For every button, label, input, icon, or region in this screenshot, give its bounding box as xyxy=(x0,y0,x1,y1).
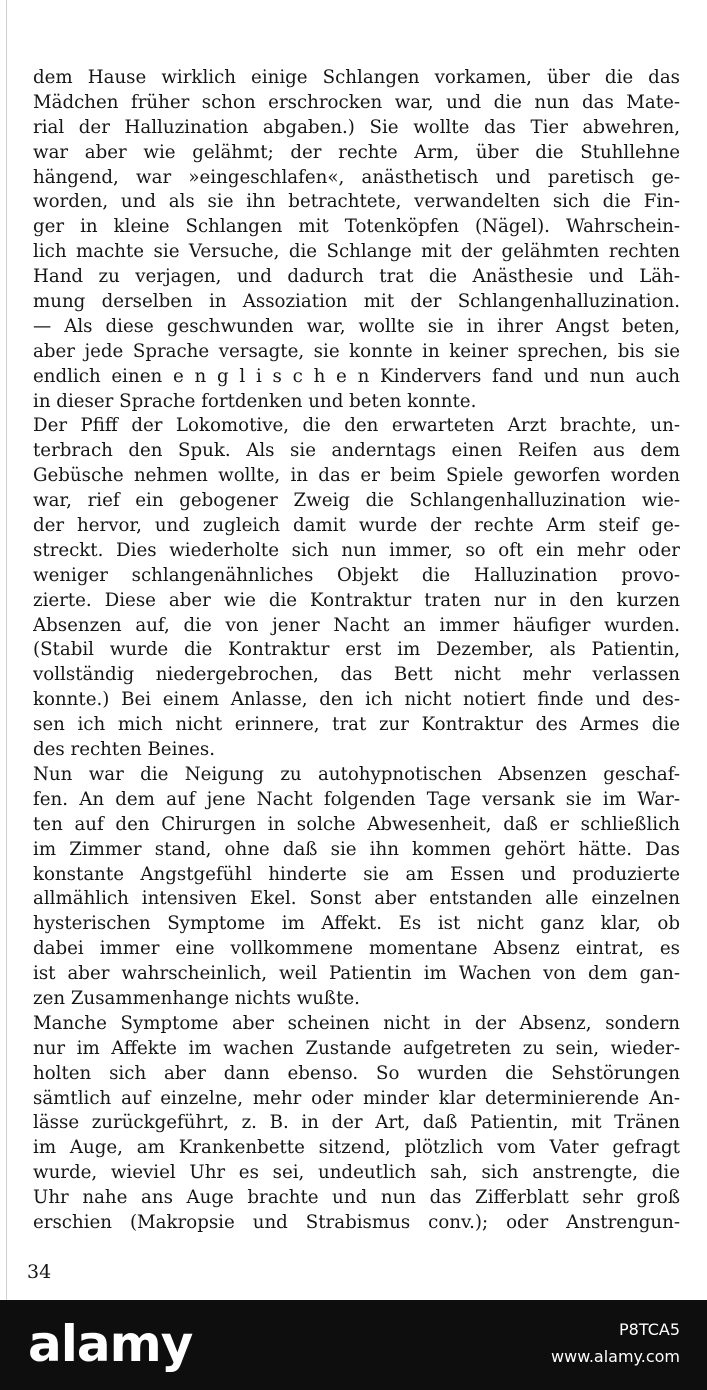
text-line: worden, und als sie ihn betrachtete, verwandelten sich die Fin- xyxy=(33,191,680,213)
text-line: nur im Affekte im wachen Zustande aufgetreten zu sein, wieder- xyxy=(33,1037,680,1059)
text-line: fen. An dem auf jene Nacht folgenden Tage versank sie im War- xyxy=(33,788,680,810)
text-line: Absenzen auf, die von jener Nacht an immer häufiger wurden. xyxy=(33,614,680,636)
text-line: dem Hause wirklich einige Schlangen vorkamen, über die das xyxy=(33,67,680,88)
text-line: mung derselben in Assoziation mit der Schlangenhalluzination. xyxy=(33,291,680,313)
text-line: Hand zu verjagen, und dadurch trat die Anästhesie und Läh- xyxy=(33,266,680,288)
text-line: weniger schlangenähnliches Objekt die Halluzination provo- xyxy=(33,564,680,586)
text-line: hysterischen Symptome im Affekt. Es ist nicht ganz klar, ob xyxy=(33,913,680,935)
text-line: streckt. Dies wiederholte sich nun immer, so oft ein mehr oder xyxy=(33,539,680,561)
text-line: ger in kleine Schlangen mit Totenköpfen (Nägel). Wahrschein- xyxy=(33,216,680,238)
site-url: www.alamy.com xyxy=(551,1347,680,1366)
text-line: Uhr nahe ans Auge brachte und nun das Zifferblatt sehr groß xyxy=(33,1187,680,1209)
page-edge-line xyxy=(6,0,7,1300)
text-line: rial der Halluzination abgaben.) Sie wollte das Tier abwehren, xyxy=(33,116,680,138)
text-line: des rechten Beines. xyxy=(33,739,215,761)
text-line: dabei immer eine vollkommene momentane Absenz eintrat, es xyxy=(33,938,680,960)
text-line: zen Zusammenhange nichts wußte. xyxy=(33,987,360,1009)
logo-text: alamy xyxy=(28,1315,193,1373)
image-id: P8TCA5 xyxy=(619,1320,680,1339)
text-line: (Stabil wurde die Kontraktur erst im Dezember, als Patientin, xyxy=(33,639,680,661)
text-line: sämtlich auf einzelne, mehr oder minder klar determinierende An- xyxy=(33,1087,680,1109)
text-line: erschien (Makropsie und Strabismus conv.); oder Anstrengun- xyxy=(33,1211,680,1233)
text-line: in dieser Sprache fortdenken und beten konnte. xyxy=(33,390,477,412)
text-line: konnte.) Bei einem Anlasse, den ich nicht notiert finde und des- xyxy=(33,689,680,711)
text-line: war, rief ein gebogener Zweig die Schlangenhalluzination wie- xyxy=(33,490,680,512)
text-line: holten sich aber dann ebenso. So wurden die Sehstörungen xyxy=(33,1062,680,1084)
text-line: Manche Symptome aber scheinen nicht in der Absenz, sondern xyxy=(33,1012,680,1034)
text-line: im Zimmer stand, ohne daß sie ihn kommen gehört hätte. Das xyxy=(33,838,680,860)
text-line: lässe zurückgeführt, z. B. in der Art, daß Patientin, mit Tränen xyxy=(33,1112,680,1134)
page-number: 34 xyxy=(27,1261,52,1283)
text-line: Gebüsche nehmen wollte, in das er beim Spiele geworfen worden xyxy=(33,465,680,487)
text-line: lich machte sie Versuche, die Schlange mit der gelähmten rechten xyxy=(33,241,680,263)
text-line: hängend, war »eingeschlafen«, anästhetisch und paretisch ge- xyxy=(33,166,680,188)
text-line: Mädchen früher schon erschrocken war, und die nun das Mate- xyxy=(33,91,680,113)
body-text xyxy=(33,66,680,1236)
text-line: vollständig niedergebrochen, das Bett nicht mehr verlassen xyxy=(33,664,680,686)
text-line: wurde, wieviel Uhr es sei, undeutlich sah, sich anstrengte, die xyxy=(33,1162,680,1184)
text-line: im Auge, am Krankenbette sitzend, plötzlich vom Vater gefragt xyxy=(33,1137,680,1159)
text-line: allmählich intensiven Ekel. Sonst aber entstanden alle einzelnen xyxy=(33,888,680,910)
text-line: terbrach den Spuk. Als sie anderntags einen Reifen aus dem xyxy=(33,440,680,462)
text-line: sen ich mich nicht erinnere, trat zur Kontraktur des Armes die xyxy=(33,714,680,736)
text-line: aber jede Sprache versagte, sie konnte in keiner sprechen, bis sie xyxy=(33,340,680,362)
text-line: zierte. Diese aber wie die Kontraktur traten nur in den kurzen xyxy=(33,589,680,611)
text-line: konstante Angstgefühl hinderte sie am Essen und produzierte xyxy=(33,863,680,885)
watermark-banner xyxy=(0,1300,707,1390)
text-line: Der Pfiff der Lokomotive, die den erwarteten Arzt brachte, un- xyxy=(33,415,680,437)
text-line: ten auf den Chirurgen in solche Abwesenheit, daß er schließlich xyxy=(33,813,680,835)
text-line: der hervor, und zugleich damit wurde der rechte Arm steif ge- xyxy=(33,515,680,537)
text-line: ist aber wahrscheinlich, weil Patientin im Wachen von dem gan- xyxy=(33,963,680,985)
text-line: — Als diese geschwunden war, wollte sie in ihrer Angst beten, xyxy=(33,315,680,337)
text-line: war aber wie gelähmt; der rechte Arm, über die Stuhllehne xyxy=(33,141,680,163)
text-line: endlich einen e n g l i s c h e n Kindervers fand und nun auch xyxy=(33,365,680,387)
text-line: Nun war die Neigung zu autohypnotischen Absenzen geschaf- xyxy=(33,763,680,785)
alamy-logo xyxy=(28,1314,268,1376)
